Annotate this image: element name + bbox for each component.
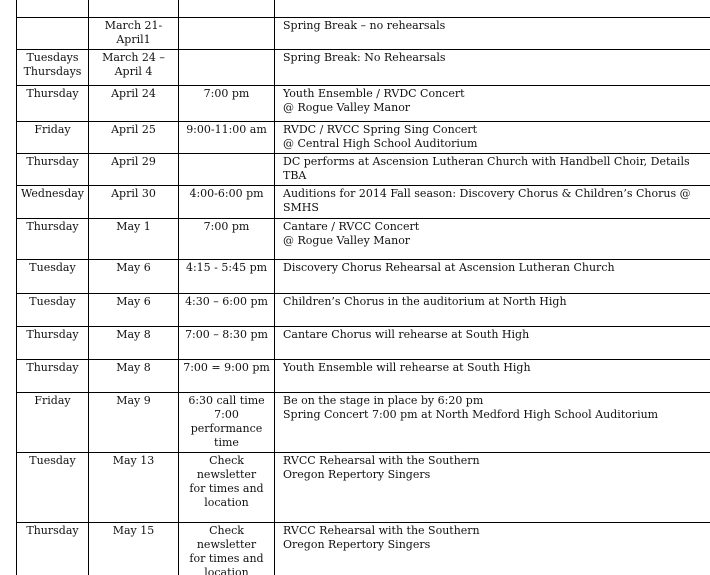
- time-cell: [179, 0, 275, 18]
- day-cell: Thursday: [17, 219, 89, 260]
- day-cell: Thursday: [17, 327, 89, 360]
- date-cell: May 6: [89, 294, 179, 327]
- time-cell: Check newsletter for times and location: [179, 523, 275, 575]
- day-cell: Thursday: [17, 360, 89, 393]
- table-row: [17, 154, 710, 186]
- time-cell: [179, 154, 275, 186]
- table-row: [17, 294, 710, 327]
- date-cell: May 9: [89, 393, 179, 453]
- schedule-body: [17, 0, 710, 575]
- date-cell: May 15: [89, 523, 179, 575]
- event-cell: RVDC / RVCC Spring Sing Concert @ Central High School Auditorium: [275, 122, 710, 154]
- event-cell: DC performs at Ascension Lutheran Church with Handbell Choir, Details TBA: [275, 154, 710, 186]
- table-row: [17, 122, 710, 154]
- event-cell: Be on the stage in place by 6:20 pm Spring Concert 7:00 pm at North Medford High School Auditorium: [275, 393, 710, 453]
- event-cell: Spring Break: No Rehearsals: [275, 50, 710, 86]
- day-cell: Tuesday: [17, 260, 89, 294]
- table-row: [17, 393, 710, 453]
- day-cell: [17, 0, 89, 18]
- table-row: [17, 0, 710, 18]
- day-cell: Thursday: [17, 86, 89, 122]
- time-cell: 9:00-11:00 am: [179, 122, 275, 154]
- date-cell: April 29: [89, 154, 179, 186]
- table-row: [17, 327, 710, 360]
- time-cell: 7:00 pm: [179, 219, 275, 260]
- day-cell: [17, 18, 89, 50]
- date-cell: [89, 0, 179, 18]
- table-row: [17, 360, 710, 393]
- event-cell: Discovery Chorus Rehearsal at Ascension Lutheran Church: [275, 260, 710, 294]
- time-cell: 7:00 pm: [179, 86, 275, 122]
- date-cell: March 21- April1: [89, 18, 179, 50]
- time-cell: 7:00 = 9:00 pm: [179, 360, 275, 393]
- date-cell: April 30: [89, 186, 179, 219]
- day-cell: Thursday: [17, 523, 89, 575]
- time-cell: 4:00-6:00 pm: [179, 186, 275, 219]
- table-row: [17, 18, 710, 50]
- day-cell: Tuesday: [17, 294, 89, 327]
- table-row: [17, 523, 710, 575]
- event-cell: Youth Ensemble / RVDC Concert @ Rogue Valley Manor: [275, 86, 710, 122]
- day-cell: Tuesday: [17, 453, 89, 523]
- schedule-table: [16, 0, 710, 575]
- event-cell: [275, 0, 710, 18]
- date-cell: May 1: [89, 219, 179, 260]
- day-cell: Tuesdays Thursdays: [17, 50, 89, 86]
- time-cell: 6:30 call time 7:00 performance time: [179, 393, 275, 453]
- event-cell: Spring Break – no rehearsals: [275, 18, 710, 50]
- time-cell: Check newsletter for times and location: [179, 453, 275, 523]
- table-row: [17, 186, 710, 219]
- event-cell: Cantare / RVCC Concert @ Rogue Valley Manor: [275, 219, 710, 260]
- table-row: [17, 50, 710, 86]
- day-cell: Wednesday: [17, 186, 89, 219]
- table-row: [17, 260, 710, 294]
- date-cell: April 24: [89, 86, 179, 122]
- event-cell: Auditions for 2014 Fall season: Discovery Chorus & Children’s Chorus @ SMHS: [275, 186, 710, 219]
- event-cell: Youth Ensemble will rehearse at South High: [275, 360, 710, 393]
- event-cell: RVCC Rehearsal with the Southern Oregon Repertory Singers: [275, 453, 710, 523]
- day-cell: Thursday: [17, 154, 89, 186]
- time-cell: 4:30 – 6:00 pm: [179, 294, 275, 327]
- date-cell: March 24 – April 4: [89, 50, 179, 86]
- date-cell: May 8: [89, 360, 179, 393]
- day-cell: Friday: [17, 393, 89, 453]
- event-cell: Children’s Chorus in the auditorium at North High: [275, 294, 710, 327]
- event-cell: RVCC Rehearsal with the Southern Oregon Repertory Singers: [275, 523, 710, 575]
- date-cell: May 13: [89, 453, 179, 523]
- time-cell: 4:15 - 5:45 pm: [179, 260, 275, 294]
- event-cell: Cantare Chorus will rehearse at South High: [275, 327, 710, 360]
- table-row: [17, 219, 710, 260]
- time-cell: 7:00 – 8:30 pm: [179, 327, 275, 360]
- day-cell: Friday: [17, 122, 89, 154]
- table-row: [17, 86, 710, 122]
- date-cell: April 25: [89, 122, 179, 154]
- date-cell: May 6: [89, 260, 179, 294]
- table-row: [17, 453, 710, 523]
- time-cell: [179, 50, 275, 86]
- date-cell: May 8: [89, 327, 179, 360]
- time-cell: [179, 18, 275, 50]
